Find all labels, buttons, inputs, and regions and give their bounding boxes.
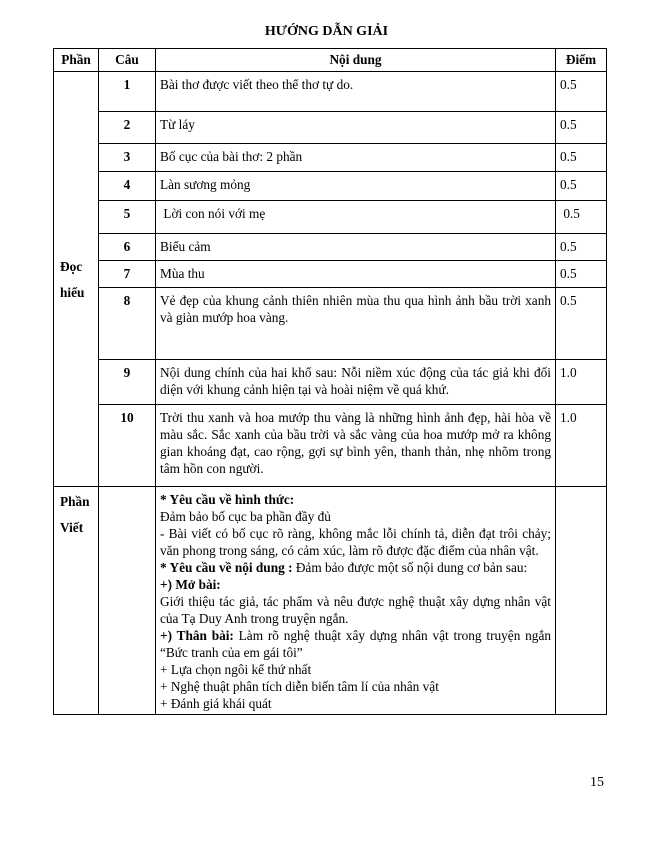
diem-cell: 0.5 xyxy=(556,234,607,261)
diem-cell: 0.5 xyxy=(556,172,607,201)
table-header-row xyxy=(54,49,607,72)
cau-cell: 2 xyxy=(99,112,156,144)
header-cau: Câu xyxy=(99,49,156,72)
noi-dung-cell: Vẻ đẹp của khung cảnh thiên nhiên mùa thu qua hình ảnh bầu trời xanh và giàn mướp hoa vàng. xyxy=(156,288,556,360)
cau-cell: 8 xyxy=(99,288,156,360)
section-label: hiểu xyxy=(60,284,85,300)
diem-cell: 0.5 xyxy=(556,201,607,234)
noi-dung-cell: Làn sương mỏng xyxy=(156,172,556,201)
diem-cell xyxy=(556,487,607,715)
cau-cell: 10 xyxy=(99,405,156,487)
page-title: HƯỚNG DẪN GIẢI xyxy=(264,24,389,39)
hinh-thuc-line-1: Đảm bảo bố cục ba phần đầy đủ xyxy=(160,509,331,524)
noi-dung-cell: Nội dung chính của hai khổ sau: Nỗi niềm xúc động của tác giả khi đối diện với khung cảnh hiện tại và hoài niệm về quá khứ. xyxy=(156,360,556,405)
than-bai-item: + Lựa chọn ngôi kể thứ nhất xyxy=(160,662,312,677)
cau-cell: 7 xyxy=(99,261,156,288)
cau-cell: 4 xyxy=(99,172,156,201)
mo-bai-text: Giới thiệu tác giả, tác phẩm và nêu được nghệ thuật xây dựng nhân vật của Tạ Duy Anh trong truyện ngắn. xyxy=(160,594,551,626)
noi-dung-cell: Từ láy xyxy=(156,112,556,144)
cau-cell: 6 xyxy=(99,234,156,261)
cau-cell xyxy=(99,487,156,715)
table-row xyxy=(54,72,607,112)
table-row xyxy=(54,288,607,360)
section-label: Phần xyxy=(60,494,90,509)
table-row xyxy=(54,405,607,487)
noi-dung-text: Đảm bảo được một số nội dung cơ bản sau: xyxy=(292,560,528,575)
mo-bai-heading: +) Mở bài: xyxy=(160,577,221,592)
table-row xyxy=(54,172,607,201)
diem-cell: 0.5 xyxy=(556,261,607,288)
section-label: Đọc xyxy=(60,258,83,274)
section-doc-hieu xyxy=(54,72,99,487)
cau-cell: 5 xyxy=(99,201,156,234)
table-row xyxy=(54,360,607,405)
cau-cell: 1 xyxy=(99,72,156,112)
diem-cell: 0.5 xyxy=(556,144,607,172)
noi-dung-cell: Bố cục của bài thơ: 2 phần xyxy=(156,144,556,172)
than-bai-item: + Nghệ thuật phân tích diễn biến tâm lí của nhân vật xyxy=(160,679,439,694)
header-diem: Điểm xyxy=(556,49,607,72)
diem-cell: 1.0 xyxy=(556,360,607,405)
table-row xyxy=(54,487,607,715)
diem-cell: 0.5 xyxy=(556,288,607,360)
hinh-thuc-heading: * Yêu cầu về hình thức: xyxy=(160,492,295,507)
diem-cell: 0.5 xyxy=(556,112,607,144)
table-row xyxy=(54,234,607,261)
table-row xyxy=(54,144,607,172)
table-row xyxy=(54,112,607,144)
header-noi-dung: Nội dung xyxy=(156,49,556,72)
cau-cell: 9 xyxy=(99,360,156,405)
noi-dung-heading: * Yêu cầu về nội dung : xyxy=(160,560,293,575)
section-phan-viet xyxy=(54,487,99,715)
header-phan: Phần xyxy=(54,49,99,72)
noi-dung-cell: Bài thơ được viết theo thể thơ tự do. xyxy=(156,72,556,112)
noi-dung-cell: Trời thu xanh và hoa mướp thu vàng là những hình ảnh đẹp, hài hòa về màu sắc. Sắc xanh của bầu trời và sắc vàng của hoa mướp mở ra không gian khoáng đạt, cao rộng, gợi sự bình yên, thanh thản, nhẹ nhõm trong tâm hồn con người. xyxy=(156,405,556,487)
noi-dung-cell: Lời con nói với mẹ xyxy=(156,201,556,234)
table-row xyxy=(54,261,607,288)
than-bai-item: + Đánh giá khái quát xyxy=(160,696,272,711)
page-number: 15 xyxy=(590,775,604,790)
than-bai-heading: +) Thân bài: xyxy=(160,628,234,643)
diem-cell: 1.0 xyxy=(556,405,607,487)
diem-cell: 0.5 xyxy=(556,72,607,112)
cau-cell: 3 xyxy=(99,144,156,172)
hinh-thuc-line-2: - Bài viết có bố cục rõ ràng, không mắc lỗi chính tả, diễn đạt trôi chảy; văn phong trong sáng, có cảm xúc, làm rõ được đặc điểm của nhân vật. xyxy=(160,526,551,558)
than-bai-text: Làm rõ nghệ thuật xây dựng nhân vật trong truyện ngắn “Bức tranh của em gái tôi” xyxy=(160,628,552,660)
section-label: Viết xyxy=(60,520,84,535)
noi-dung-cell: Mùa thu xyxy=(156,261,556,288)
answer-table xyxy=(53,48,607,715)
table-row xyxy=(54,201,607,234)
noi-dung-cell: Biểu cảm xyxy=(156,234,556,261)
viet-content-cell xyxy=(156,487,556,715)
